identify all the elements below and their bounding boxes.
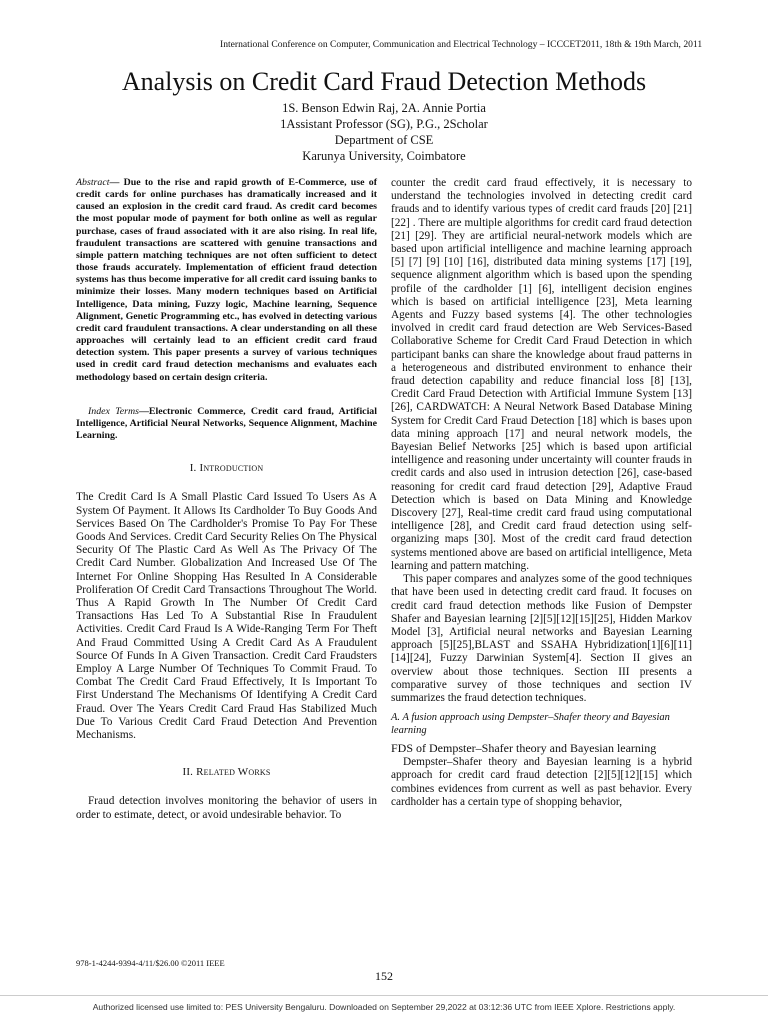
subsection-a-paragraph: Dempster–Shafer theory and Bayesian learning is a hybrid approach for credit card fraud detection [2][5][12][15] which combines evidences from current as well as past behavior. Every cardholder has a certain type of shopping behavior, [391, 756, 692, 808]
subsection-heading-a: A. A fusion approach using Dempster–Shafer theory and Bayesian learning [391, 712, 670, 737]
section-title: Introduction [199, 462, 264, 475]
author-names: 1S. Benson Edwin Raj, 2A. Annie Portia [282, 101, 486, 115]
abstract-label: Abstract [76, 177, 110, 188]
author-department: Department of CSE [334, 133, 434, 147]
index-terms-text: —Electronic Commerce, Credit card fraud, Artificial Intelligence, Artificial Neural Networks, Sequence Alignment, Machine Learning. [76, 405, 377, 441]
footer-divider [0, 995, 768, 996]
introduction-paragraph: The Credit Card Is A Small Plastic Card Issued To Users As A System Of Payment. It Allows Its Cardholder To Buy Goods And Services Based On The Cardholder's Promise To Pay For These Goods And Services. Credit Card Security Relies On The Physical Security Of The Plastic Card As Well As The Privacy Of The Credit Card Number. Globalization And Increased Use Of The Internet For Online Shopping Has Resulted In A Considerable Proliferation Of Credit Card Transactions Throughout The World. Thus A Rapid Growth In The Number Of Credit Card Transactions Has Led To A Substantial Rise In Fraudulent Activities. Credit Card Fraud Is A Wide-Ranging Term For Theft And Fraud Committed Using A Credit Card As A Fraudulent Source Of Funds In A Given Transaction. Credit Card Fraudsters Employ A Large Number Of Techniques To Commit Fraud. To Combat The Credit Card Fraud Effectively, It Is Important To First Understand The Mechanisms Of Identifying A Credit Card Fraud. Over The Years Credit Card Fraud Has Stabilized Much Due To Various Credit Card Fraud Detection And Prevention Mechanisms. [76, 491, 377, 741]
related-works-paragraph-2: This paper compares and analyzes some of the good techniques that have been used in detecting credit card fraud. It focuses on credit card fraud detection methods like Fusion of Dempster Shafer and Bayesian learning [2][5][12][15][25], Hidden Markov Model [3], Artificial neural networks and Bayesian Learning approach [5][25],BLAST and SSAHA Hybridization[1][6][11][14][24], Fuzzy Darwinian System[4]. Section II gives an overview about those techniques. Section III presents a comparative survey of those techniques and section IV summarizes the fraud detection techniques. [391, 573, 692, 704]
isbn-footer: 978-1-4244-9394-4/11/$26.00 ©2011 IEEE [76, 958, 225, 968]
section-heading-introduction [76, 462, 377, 475]
index-terms-label: Index Terms [88, 405, 139, 417]
author-block [0, 100, 768, 164]
left-column [76, 177, 377, 822]
author-positions: 1Assistant Professor (SG), P.G., 2Scholar [280, 117, 488, 131]
paper-title: Analysis on Credit Card Fraud Detection Methods [121, 67, 647, 96]
right-column [391, 177, 692, 809]
abstract-text: — Due to the rise and rapid growth of E-Commerce, use of credit cards for online purchases has dramatically increased and it caused an explosion in the credit card fraud. As credit card becomes the most popular mode of payment for both online as well as regular purchase, cases of fraud associated with it are also rising. In real life, fraudulent transactions are scattered with genuine transactions and simple pattern matching techniques are not often sufficient to detect those frauds accurately. Implementation of efficient fraud detection systems has thus become imperative for all credit card issuing banks to minimize their losses. Many modern techniques based on Artificial Intelligence, Data mining, Fuzzy logic, Machine learning, Sequence Alignment, Genetic Programming etc., has evolved in detecting various credit card fraudulent transactions. A clear understanding on all these approaches will certainly lead to an efficient credit card fraud detection system. This paper presents a survey of various techniques used in credit card fraud detection mechanisms and evaluates each methodology based on certain design criteria. [76, 177, 377, 383]
related-works-paragraph-continued: counter the credit card fraud effectively, it is necessary to understand the technologies involved in detecting credit card frauds and to identify various types of credit card frauds [20] [21] [22] . There are multiple algorithms for credit card fraud detection [21] [29]. They are artificial neural-network models which are based upon artificial intelligence and machine learning approach [5] [7] [9] [10] [16], distributed data mining systems [17] [19], sequence alignment algorithm which is based upon the spending profile of the cardholder [1] [6], intelligent decision engines which is based on artificial intelligence [23], Meta learning Agents and Fuzzy based systems [4]. The other technologies involved in credit card fraud detection are Web Services-Based Collaborative Scheme for Credit Card Fraud Detection in which participant banks can share the knowledge about fraud patterns in a heterogeneous and distributed environment to enhance their fraud detection capability and reduce financial loss [8] [13], Credit Card Fraud Detection with Artificial Immune System [13] [26], CARDWATCH: A Neural Network Based Database Mining System for Credit Card Fraud Detection [18] which is bases upon data mining approach [17] and neural network models, the Bayesian Belief Networks [25] which is based upon artificial intelligence and reasoning under uncertainty will counter frauds in credit cards and also used in intrusion detection [26], case-based reasoning for credit card fraud detection [29], Adaptive Fraud Detection which is based on Data Mining and Knowledge Discovery [27], Real-time credit card fraud using computational intelligence [28], and Credit card fraud detection using self-organizing maps [30]. Most of the credit card fraud detection systems mentioned above are based on artificial intelligence, Meta learning and pattern matching. [391, 177, 692, 572]
section-number: II. [182, 766, 194, 779]
section-number: I. [189, 462, 197, 475]
author-university: Karunya University, Coimbatore [302, 149, 466, 163]
page-number: 152 [375, 969, 393, 983]
related-works-paragraph-start: Fraud detection involves monitoring the behavior of users in order to estimate, detect, or avoid undesirable behavior. To [76, 795, 377, 821]
section-heading-related-works [76, 766, 377, 779]
conference-header: International Conference on Computer, Communication and Electrical Technology – ICCCET2011, 18th & 19th March, 2011 [220, 39, 703, 50]
index-terms [76, 406, 377, 442]
subsection-a-line: FDS of Dempster–Shafer theory and Bayesian learning [391, 741, 657, 756]
abstract [76, 177, 377, 384]
authorization-notice: Authorized licensed use limited to: PES University Bengaluru. Downloaded on September 29,2022 at 03:12:36 UTC from IEEE Xplore. Restrictions apply. [92, 1002, 676, 1012]
section-title: Related Works [196, 766, 271, 779]
